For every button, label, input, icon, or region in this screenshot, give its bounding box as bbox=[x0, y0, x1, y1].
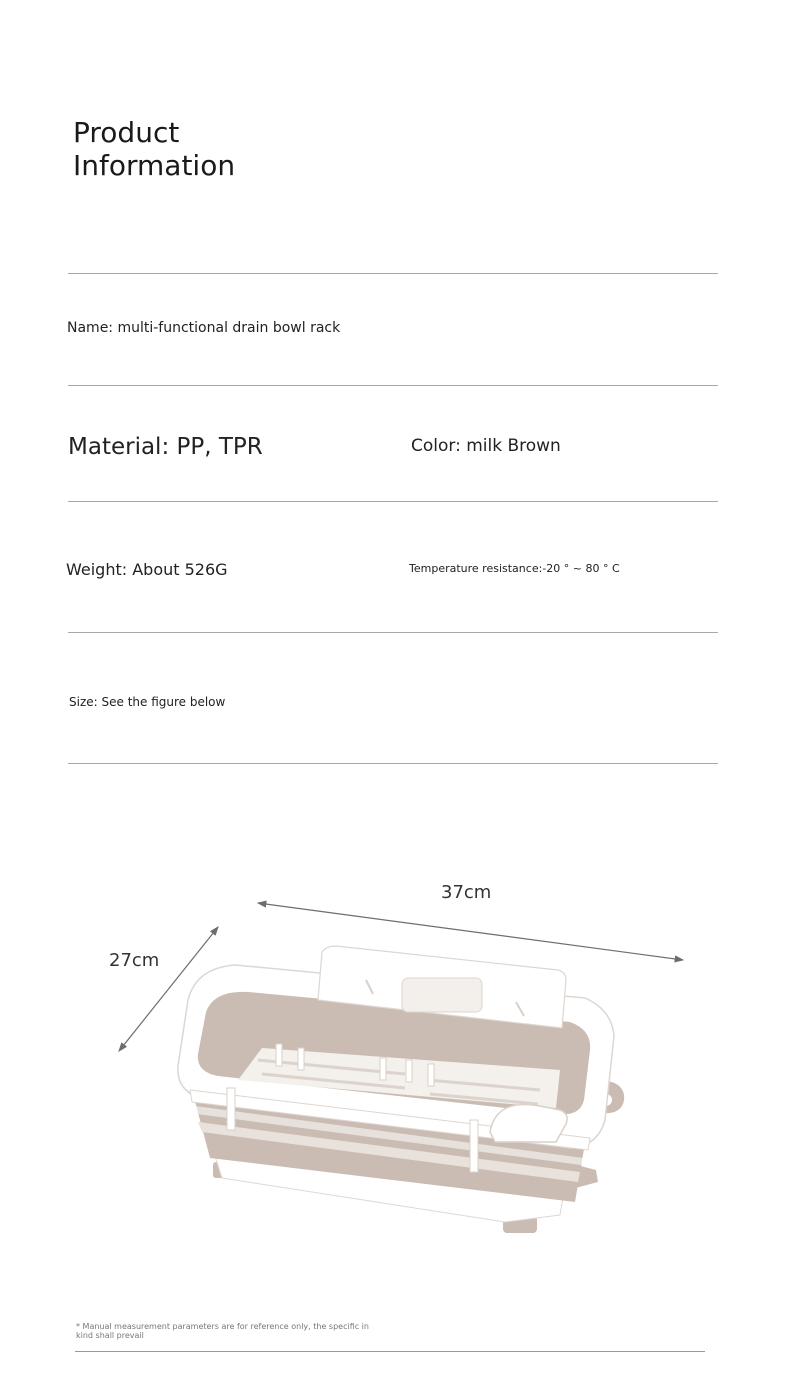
footer-divider bbox=[75, 1351, 705, 1352]
drain-rack bbox=[178, 946, 624, 1233]
spec-material: Material: PP, TPR bbox=[68, 434, 263, 460]
spec-color: Color: milk Brown bbox=[411, 436, 561, 456]
spec-size: Size: See the figure below bbox=[69, 695, 226, 709]
divider bbox=[68, 501, 718, 502]
divider bbox=[68, 632, 718, 633]
spec-temperature: Temperature resistance:-20 ° ~ 80 ° C bbox=[409, 562, 620, 575]
width-dimension-label: 27cm bbox=[109, 950, 160, 971]
product-illustration bbox=[0, 860, 790, 1260]
divider bbox=[68, 385, 718, 386]
divider bbox=[68, 273, 718, 274]
length-dimension-label: 37cm bbox=[441, 882, 492, 903]
page-title: Product Information bbox=[73, 116, 236, 182]
measurement-footnote: * Manual measurement parameters are for reference only, the specific in kind shall prevail bbox=[76, 1322, 369, 1340]
spec-weight: Weight: About 526G bbox=[66, 560, 228, 579]
spec-name: Name: multi-functional drain bowl rack bbox=[67, 320, 341, 336]
divider bbox=[68, 763, 718, 764]
